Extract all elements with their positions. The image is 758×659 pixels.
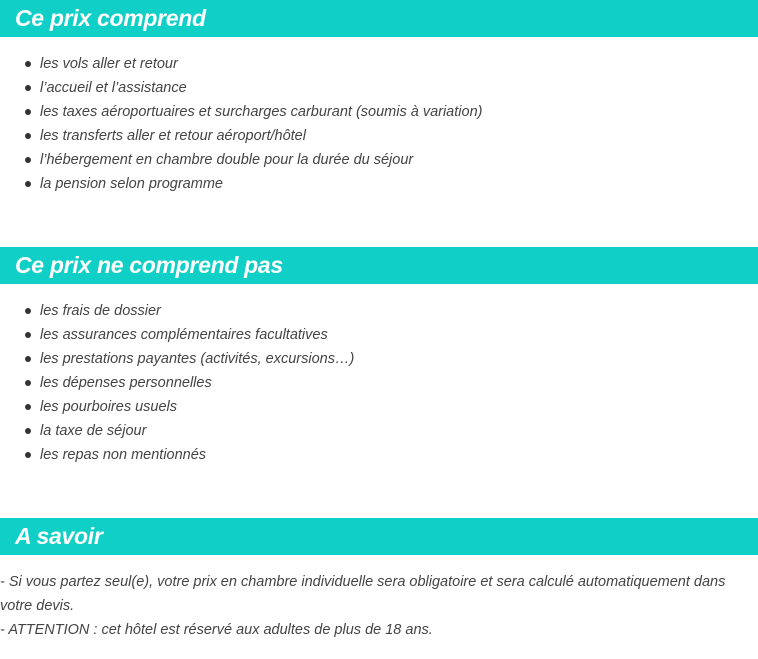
bullet-icon bbox=[25, 109, 31, 115]
bullet-icon bbox=[25, 181, 31, 187]
list-item: les frais de dossier bbox=[0, 299, 758, 323]
section-title-good-to-know: A savoir bbox=[15, 523, 103, 549]
bullet-icon bbox=[25, 61, 31, 67]
bullet-icon bbox=[25, 157, 31, 163]
bullet-icon bbox=[25, 356, 31, 362]
list-item: la pension selon programme bbox=[0, 172, 758, 196]
note-adults-only: - ATTENTION : cet hôtel est réservé aux adultes de plus de 18 ans. bbox=[0, 622, 433, 638]
good-to-know-notes bbox=[0, 570, 758, 642]
not-included-list bbox=[0, 299, 758, 467]
section-title-not-included: Ce prix ne comprend pas bbox=[15, 252, 283, 278]
list-item: les transferts aller et retour aéroport/hôtel bbox=[0, 124, 758, 148]
bullet-icon bbox=[25, 380, 31, 386]
list-item: les pourboires usuels bbox=[0, 395, 758, 419]
list-item: les vols aller et retour bbox=[0, 52, 758, 76]
note-single-traveler: - Si vous partez seul(e), votre prix en chambre individuelle sera obligatoire et sera calculé automatiquement dans votre devis. bbox=[0, 574, 726, 614]
section-header-included bbox=[0, 0, 758, 37]
bullet-icon bbox=[25, 428, 31, 434]
list-item: la taxe de séjour bbox=[0, 419, 758, 443]
included-list bbox=[0, 52, 758, 196]
list-item: les taxes aéroportuaires et surcharges carburant (soumis à variation) bbox=[0, 100, 758, 124]
list-item: les assurances complémentaires facultatives bbox=[0, 323, 758, 347]
section-title-included: Ce prix comprend bbox=[15, 5, 206, 31]
bullet-icon bbox=[25, 452, 31, 458]
bullet-icon bbox=[25, 332, 31, 338]
section-header-not-included bbox=[0, 247, 758, 284]
list-item: les dépenses personnelles bbox=[0, 371, 758, 395]
list-item: les prestations payantes (activités, excursions…) bbox=[0, 347, 758, 371]
bullet-icon bbox=[25, 404, 31, 410]
bullet-icon bbox=[25, 85, 31, 91]
list-item: les repas non mentionnés bbox=[0, 443, 758, 467]
list-item: l’hébergement en chambre double pour la durée du séjour bbox=[0, 148, 758, 172]
bullet-icon bbox=[25, 133, 31, 139]
section-header-good-to-know bbox=[0, 518, 758, 555]
list-item: l’accueil et l’assistance bbox=[0, 76, 758, 100]
bullet-icon bbox=[25, 308, 31, 314]
